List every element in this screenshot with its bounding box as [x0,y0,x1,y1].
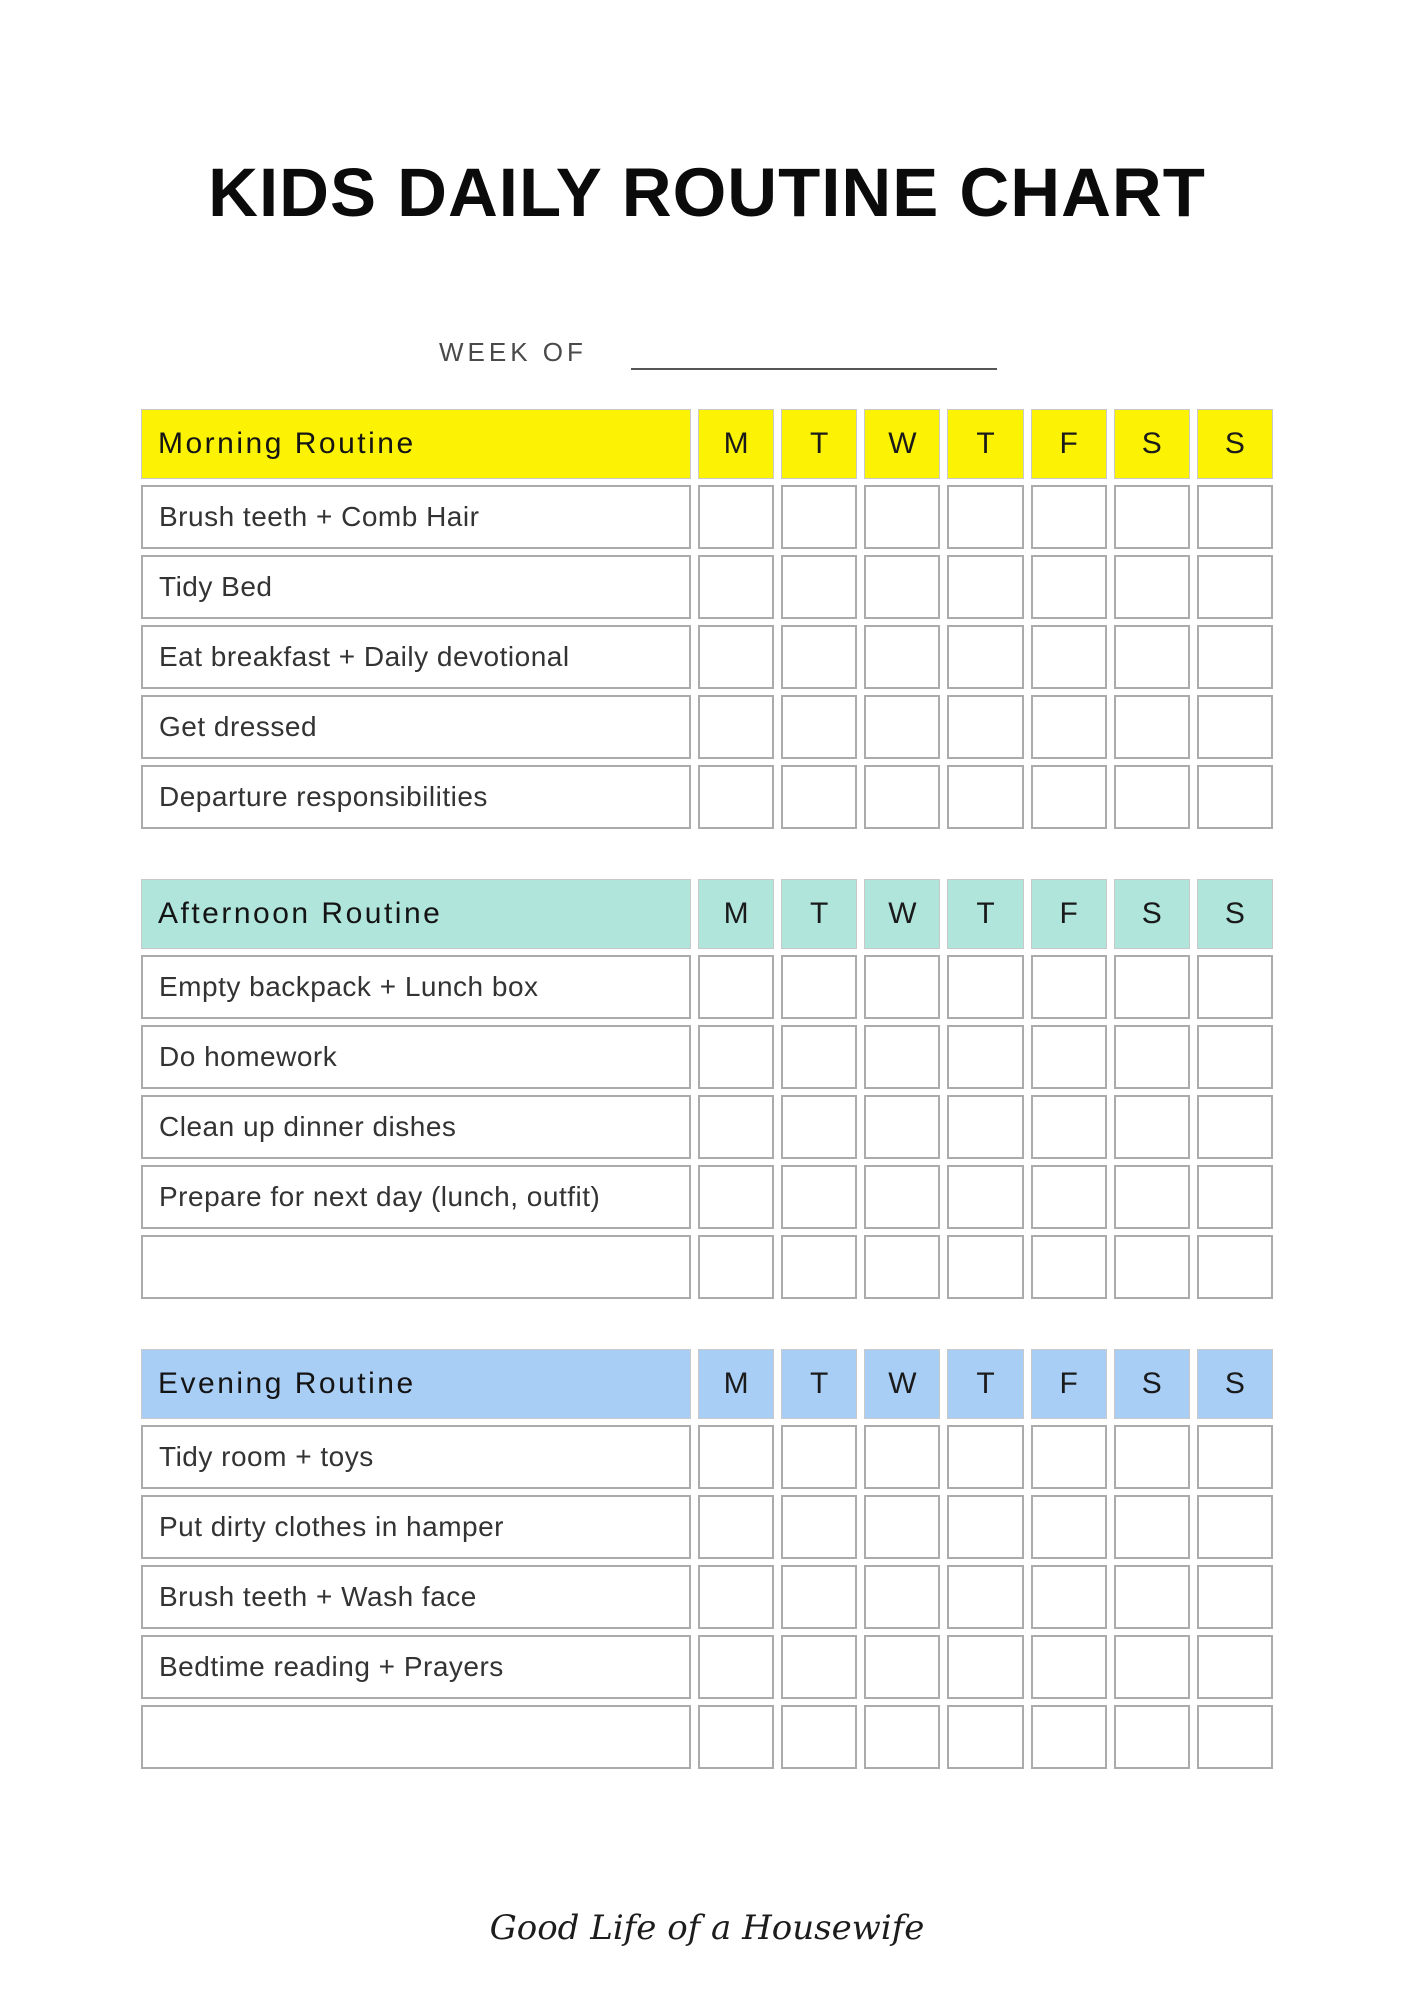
task-label-evening-3: Bedtime reading + Prayers [141,1635,691,1699]
checkbox-evening-row4-day0[interactable] [698,1705,774,1769]
checkbox-morning-row0-day3[interactable] [947,485,1023,549]
task-label-morning-2: Eat breakfast + Daily devotional [141,625,691,689]
task-label-evening-2: Brush teeth + Wash face [141,1565,691,1629]
day-header-morning-0: M [698,409,774,479]
day-header-morning-6: S [1197,409,1273,479]
task-label-evening-4 [141,1705,691,1769]
checkbox-morning-row2-day0[interactable] [698,625,774,689]
checkbox-afternoon-row4-day6[interactable] [1197,1235,1273,1299]
checkbox-evening-row2-day4[interactable] [1031,1565,1107,1629]
checkbox-afternoon-row1-day3[interactable] [947,1025,1023,1089]
checkbox-evening-row0-day5[interactable] [1114,1425,1190,1489]
checkbox-afternoon-row4-day4[interactable] [1031,1235,1107,1299]
checkbox-evening-row3-day3[interactable] [947,1635,1023,1699]
checkbox-afternoon-row0-day0[interactable] [698,955,774,1019]
checkbox-evening-row3-day4[interactable] [1031,1635,1107,1699]
checkbox-afternoon-row3-day0[interactable] [698,1165,774,1229]
checkbox-evening-row4-day1[interactable] [781,1705,857,1769]
checkbox-evening-row4-day4[interactable] [1031,1705,1107,1769]
checkbox-morning-row2-day2[interactable] [864,625,940,689]
day-header-evening-3: T [947,1349,1023,1419]
task-label-afternoon-1: Do homework [141,1025,691,1089]
checkbox-evening-row2-day5[interactable] [1114,1565,1190,1629]
checkbox-morning-row1-day1[interactable] [781,555,857,619]
checkbox-morning-row1-day0[interactable] [698,555,774,619]
checkbox-morning-row0-day4[interactable] [1031,485,1107,549]
checkbox-evening-row0-day4[interactable] [1031,1425,1107,1489]
checkbox-evening-row4-day3[interactable] [947,1705,1023,1769]
checkbox-afternoon-row0-day2[interactable] [864,955,940,1019]
day-header-afternoon-3: T [947,879,1023,949]
day-header-evening-1: T [781,1349,857,1419]
checkbox-afternoon-row1-day0[interactable] [698,1025,774,1089]
checkbox-afternoon-row2-day0[interactable] [698,1095,774,1159]
checkbox-afternoon-row2-day4[interactable] [1031,1095,1107,1159]
checkbox-morning-row2-day3[interactable] [947,625,1023,689]
routine-tables [141,409,1273,1769]
checkbox-evening-row4-day5[interactable] [1114,1705,1190,1769]
day-header-evening-4: F [1031,1349,1107,1419]
day-header-afternoon-2: W [864,879,940,949]
checkbox-morning-row1-day4[interactable] [1031,555,1107,619]
checkbox-evening-row2-day6[interactable] [1197,1565,1273,1629]
checkbox-evening-row3-day2[interactable] [864,1635,940,1699]
checkbox-morning-row1-day2[interactable] [864,555,940,619]
checkbox-morning-row1-day6[interactable] [1197,555,1273,619]
task-label-afternoon-4 [141,1235,691,1299]
day-header-morning-5: S [1114,409,1190,479]
checkbox-afternoon-row3-day3[interactable] [947,1165,1023,1229]
checkbox-morning-row0-day2[interactable] [864,485,940,549]
checkbox-evening-row2-day1[interactable] [781,1565,857,1629]
task-label-morning-0: Brush teeth + Comb Hair [141,485,691,549]
checkbox-afternoon-row0-day5[interactable] [1114,955,1190,1019]
day-header-morning-3: T [947,409,1023,479]
section-title-afternoon: Afternoon Routine [141,879,691,949]
task-label-afternoon-0: Empty backpack + Lunch box [141,955,691,1019]
checkbox-evening-row1-day5[interactable] [1114,1495,1190,1559]
task-row-evening-0 [141,1425,1273,1489]
day-header-afternoon-4: F [1031,879,1107,949]
checkbox-afternoon-row2-day6[interactable] [1197,1095,1273,1159]
checkbox-evening-row0-day0[interactable] [698,1425,774,1489]
task-row-evening-1 [141,1495,1273,1559]
checkbox-morning-row4-day0[interactable] [698,765,774,829]
section-title-evening: Evening Routine [141,1349,691,1419]
checkbox-afternoon-row1-day2[interactable] [864,1025,940,1089]
day-header-evening-6: S [1197,1349,1273,1419]
checkbox-morning-row4-day2[interactable] [864,765,940,829]
checkbox-afternoon-row1-day1[interactable] [781,1025,857,1089]
page-title: KIDS DAILY ROUTINE CHART [208,154,1206,231]
checkbox-evening-row1-day4[interactable] [1031,1495,1107,1559]
task-row-afternoon-4 [141,1235,1273,1299]
checkbox-afternoon-row3-day5[interactable] [1114,1165,1190,1229]
checkbox-morning-row0-day5[interactable] [1114,485,1190,549]
task-row-morning-4 [141,765,1273,829]
checkbox-morning-row2-day5[interactable] [1114,625,1190,689]
section-afternoon-routine [141,879,1273,1299]
section-morning-routine [141,409,1273,829]
checkbox-morning-row3-day4[interactable] [1031,695,1107,759]
checkbox-evening-row2-day0[interactable] [698,1565,774,1629]
checkbox-evening-row2-day3[interactable] [947,1565,1023,1629]
checkbox-morning-row4-day5[interactable] [1114,765,1190,829]
checkbox-morning-row3-day0[interactable] [698,695,774,759]
checkbox-afternoon-row3-day6[interactable] [1197,1165,1273,1229]
task-row-afternoon-0 [141,955,1273,1019]
checkbox-morning-row2-day4[interactable] [1031,625,1107,689]
checkbox-afternoon-row0-day3[interactable] [947,955,1023,1019]
task-label-evening-0: Tidy room + toys [141,1425,691,1489]
task-row-evening-3 [141,1635,1273,1699]
checkbox-morning-row4-day4[interactable] [1031,765,1107,829]
checkbox-evening-row0-day3[interactable] [947,1425,1023,1489]
checkbox-evening-row3-day1[interactable] [781,1635,857,1699]
task-row-afternoon-2 [141,1095,1273,1159]
checkbox-morning-row1-day3[interactable] [947,555,1023,619]
checkbox-morning-row1-day5[interactable] [1114,555,1190,619]
checkbox-evening-row0-day2[interactable] [864,1425,940,1489]
day-header-afternoon-1: T [781,879,857,949]
task-label-evening-1: Put dirty clothes in hamper [141,1495,691,1559]
checkbox-morning-row2-day6[interactable] [1197,625,1273,689]
day-header-afternoon-0: M [698,879,774,949]
day-header-morning-2: W [864,409,940,479]
checkbox-evening-row4-day2[interactable] [864,1705,940,1769]
checkbox-morning-row0-day0[interactable] [698,485,774,549]
checkbox-afternoon-row4-day3[interactable] [947,1235,1023,1299]
checkbox-afternoon-row2-day2[interactable] [864,1095,940,1159]
task-label-morning-1: Tidy Bed [141,555,691,619]
task-label-morning-4: Departure responsibilities [141,765,691,829]
checkbox-afternoon-row2-day5[interactable] [1114,1095,1190,1159]
task-row-morning-3 [141,695,1273,759]
checkbox-morning-row3-day6[interactable] [1197,695,1273,759]
task-row-evening-2 [141,1565,1273,1629]
checkbox-evening-row3-day6[interactable] [1197,1635,1273,1699]
day-header-morning-1: T [781,409,857,479]
checkbox-morning-row0-day1[interactable] [781,485,857,549]
checkbox-afternoon-row3-day2[interactable] [864,1165,940,1229]
checkbox-afternoon-row0-day1[interactable] [781,955,857,1019]
footer-brand: Good Life of a Housewife [489,1908,925,1948]
day-header-afternoon-6: S [1197,879,1273,949]
week-of-row [439,336,997,370]
checkbox-morning-row4-day6[interactable] [1197,765,1273,829]
task-row-afternoon-1 [141,1025,1273,1089]
checkbox-evening-row0-day6[interactable] [1197,1425,1273,1489]
checkbox-afternoon-row2-day1[interactable] [781,1095,857,1159]
task-row-evening-4 [141,1705,1273,1769]
checkbox-evening-row1-day0[interactable] [698,1495,774,1559]
day-header-evening-0: M [698,1349,774,1419]
checkbox-evening-row3-day0[interactable] [698,1635,774,1699]
checkbox-afternoon-row0-day6[interactable] [1197,955,1273,1019]
checkbox-afternoon-row1-day4[interactable] [1031,1025,1107,1089]
task-row-afternoon-3 [141,1165,1273,1229]
checkbox-afternoon-row1-day6[interactable] [1197,1025,1273,1089]
checkbox-evening-row3-day5[interactable] [1114,1635,1190,1699]
checkbox-morning-row4-day1[interactable] [781,765,857,829]
checkbox-afternoon-row4-day0[interactable] [698,1235,774,1299]
day-header-evening-2: W [864,1349,940,1419]
checkbox-evening-row4-day6[interactable] [1197,1705,1273,1769]
checkbox-morning-row0-day6[interactable] [1197,485,1273,549]
checkbox-morning-row3-day5[interactable] [1114,695,1190,759]
checkbox-evening-row1-day2[interactable] [864,1495,940,1559]
task-label-afternoon-2: Clean up dinner dishes [141,1095,691,1159]
section-header-afternoon [141,879,1273,949]
checkbox-afternoon-row0-day4[interactable] [1031,955,1107,1019]
task-row-morning-2 [141,625,1273,689]
checkbox-afternoon-row2-day3[interactable] [947,1095,1023,1159]
checkbox-afternoon-row1-day5[interactable] [1114,1025,1190,1089]
checkbox-afternoon-row4-day5[interactable] [1114,1235,1190,1299]
task-label-afternoon-3: Prepare for next day (lunch, outfit) [141,1165,691,1229]
checkbox-afternoon-row3-day1[interactable] [781,1165,857,1229]
checkbox-afternoon-row4-day2[interactable] [864,1235,940,1299]
checkbox-morning-row4-day3[interactable] [947,765,1023,829]
checkbox-morning-row3-day2[interactable] [864,695,940,759]
checkbox-morning-row2-day1[interactable] [781,625,857,689]
section-header-morning [141,409,1273,479]
task-row-morning-0 [141,485,1273,549]
day-header-evening-5: S [1114,1349,1190,1419]
checkbox-afternoon-row4-day1[interactable] [781,1235,857,1299]
section-title-morning: Morning Routine [141,409,691,479]
checkbox-morning-row3-day3[interactable] [947,695,1023,759]
checkbox-evening-row1-day3[interactable] [947,1495,1023,1559]
checkbox-afternoon-row3-day4[interactable] [1031,1165,1107,1229]
week-of-label: WEEK OF [439,337,587,367]
checkbox-evening-row0-day1[interactable] [781,1425,857,1489]
section-header-evening [141,1349,1273,1419]
task-row-morning-1 [141,555,1273,619]
day-header-afternoon-5: S [1114,879,1190,949]
checkbox-evening-row1-day6[interactable] [1197,1495,1273,1559]
checkbox-evening-row2-day2[interactable] [864,1565,940,1629]
section-evening-routine [141,1349,1273,1769]
day-header-morning-4: F [1031,409,1107,479]
checkbox-evening-row1-day1[interactable] [781,1495,857,1559]
task-label-morning-3: Get dressed [141,695,691,759]
week-of-input[interactable] [631,338,997,370]
checkbox-morning-row3-day1[interactable] [781,695,857,759]
